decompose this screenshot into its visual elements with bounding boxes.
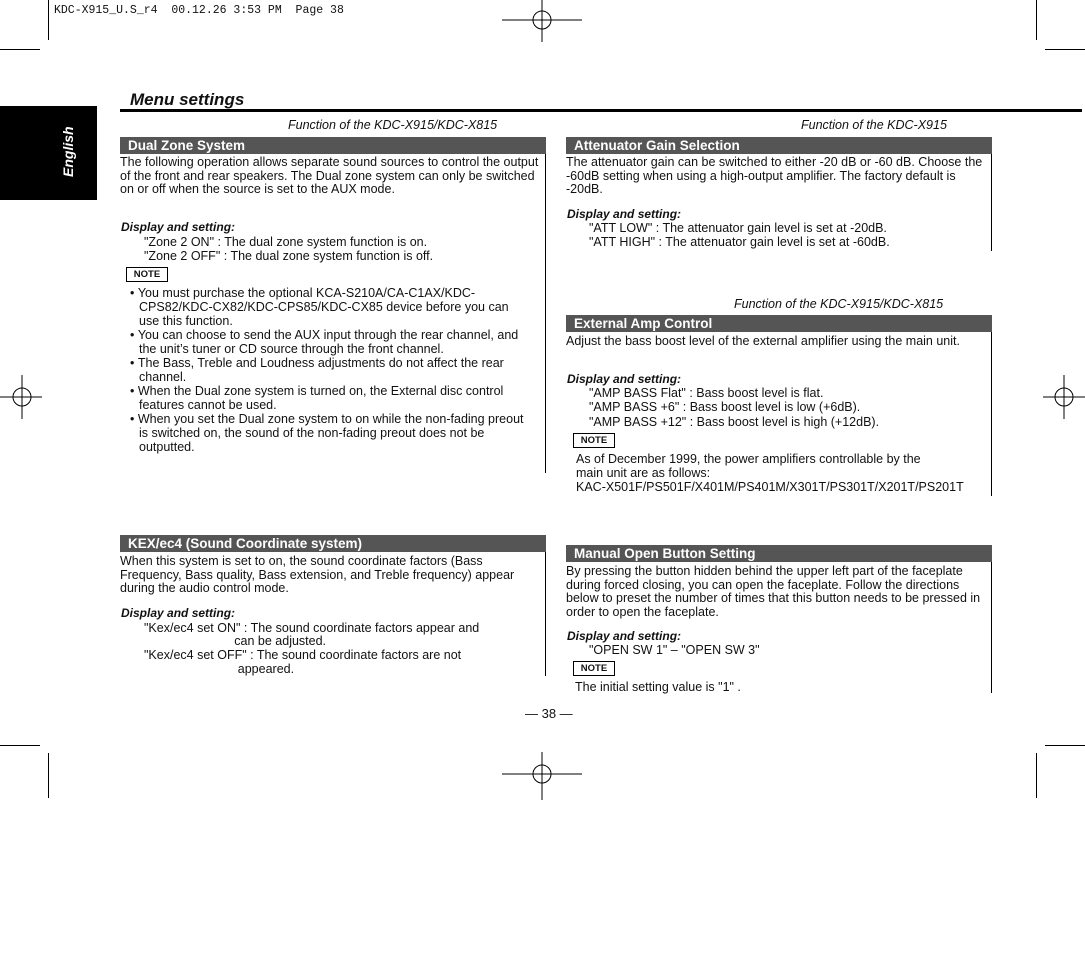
external-amp-setting: "AMP BASS +12" : Bass boost level is high (+12dB). [589,415,880,429]
kex-description: When this system is set to on, the sound coordinate factors (Bass Frequency, Bass quality, Bass extension, and Treble frequency) appear during the audio control mode. [120,554,515,595]
section-heading-manual-open: Manual Open Button Setting [566,545,992,562]
manual-open-setting: "OPEN SW 1" – "OPEN SW 3" [589,643,760,657]
external-amp-display-setting-label: Display and setting: [567,372,682,386]
registration-mark-bottom-icon [502,752,582,800]
note-badge-manual-open: NOTE [573,661,615,676]
section-heading-kex: KEX/ec4 (Sound Coordinate system) [120,535,546,552]
attenuator-description: The attenuator gain can be switched to either -20 dB or -60 dB. Choose the -60dB setting when using a high-output amplifier. The factory default is -20dB. [566,155,983,196]
manual-open-display-setting-label: Display and setting: [567,629,682,643]
print-slug: KDC-X915_U.S_r4 00.12.26 3:53 PM Page 38 [54,4,344,17]
section-heading-attenuator: Attenuator Gain Selection [566,137,992,154]
attenuator-setting: "ATT LOW" : The attenuator gain level is set at -20dB. [589,221,887,235]
registration-mark-left-icon [0,375,42,419]
list-item: • The Bass, Treble and Loudness adjustments do not affect the rear channel. [130,356,504,384]
function-of-external-amp: Function of the KDC-X915/KDC-X815 [734,297,944,311]
list-item: • When you set the Dual zone system to on while the non-fading preout is switched on, the sound of the non-fading preout does not be outputted. [130,412,524,454]
external-amp-note: As of December 1999, the power amplifiers controllable by the [576,452,921,466]
column-divider-right-2 [991,332,992,496]
list-item: • You must purchase the optional KCA-S210A/CA-C1AX/KDC-CPS82/KDC-CX82/KDC-CPS85/KDC-CX85 device before you can use this function. [130,286,509,328]
note-badge-dual-zone: NOTE [126,267,168,282]
column-divider-left-bottom [545,552,546,676]
external-amp-note: main unit are as follows: [576,466,711,480]
section-heading-dual-zone: Dual Zone System [120,137,546,154]
registration-mark-top-icon [502,0,582,42]
kex-setting: "Kex/ec4 set OFF" : The sound coordinate factors are not [144,648,462,662]
function-of-dual-zone: Function of the KDC-X915/KDC-X815 [288,118,498,132]
function-of-attenuator: Function of the KDC-X915 [801,118,947,132]
column-divider-left-top [545,153,546,473]
external-amp-setting: "AMP BASS +6" : Bass boost level is low (+6dB). [589,400,861,414]
kex-setting: appeared. [144,662,295,676]
manual-open-note: The initial setting value is "1" . [575,680,741,694]
kex-setting: "Kex/ec4 set ON" : The sound coordinate factors appear and [144,621,480,635]
language-tab-label: English [60,126,76,178]
external-amp-description: Adjust the bass boost level of the external amplifier using the main unit. [566,334,960,348]
manual-open-description: By pressing the button hidden behind the upper left part of the faceplate during forced closing, you can open the faceplate. Follow the directions below to preset the number of times that this button needs to be pressed in order to open the faceplate. [566,564,981,619]
external-amp-note: KAC-X501F/PS501F/X401M/PS401M/X301T/PS301T/X201T/PS201T [576,480,964,494]
note-badge-external-amp: NOTE [573,433,615,448]
kex-setting: can be adjusted. [144,634,327,648]
dual-zone-notes [127,286,532,454]
dual-zone-setting: "Zone 2 ON" : The dual zone system function is on. [144,235,428,249]
kex-display-setting-label: Display and setting: [121,606,236,620]
attenuator-display-setting-label: Display and setting: [567,207,682,221]
page-number: — 38 — [525,706,573,721]
registration-mark-right-icon [1043,375,1085,419]
column-divider-right-3 [991,562,992,693]
page-title: Menu settings [130,90,245,109]
dual-zone-setting: "Zone 2 OFF" : The dual zone system function is off. [144,249,434,263]
list-item: • You can choose to send the AUX input through the rear channel, and the unit’s tuner or CD source through the front channel. [130,328,519,356]
attenuator-setting: "ATT HIGH" : The attenuator gain level is set at -60dB. [589,235,890,249]
external-amp-setting: "AMP BASS Flat" : Bass boost level is flat. [589,386,824,400]
dual-zone-description: The following operation allows separate sound sources to control the output of the front and rear speakers. The Dual zone system can only be switched on or off when the source is set to the AUX mode. [120,155,539,196]
dual-zone-display-setting-label: Display and setting: [121,220,236,234]
section-heading-external-amp: External Amp Control [566,315,992,332]
list-item: • When the Dual zone system is turned on, the External disc control features cannot be used. [130,384,504,412]
column-divider-right-1 [991,153,992,251]
title-rule [120,109,1082,112]
